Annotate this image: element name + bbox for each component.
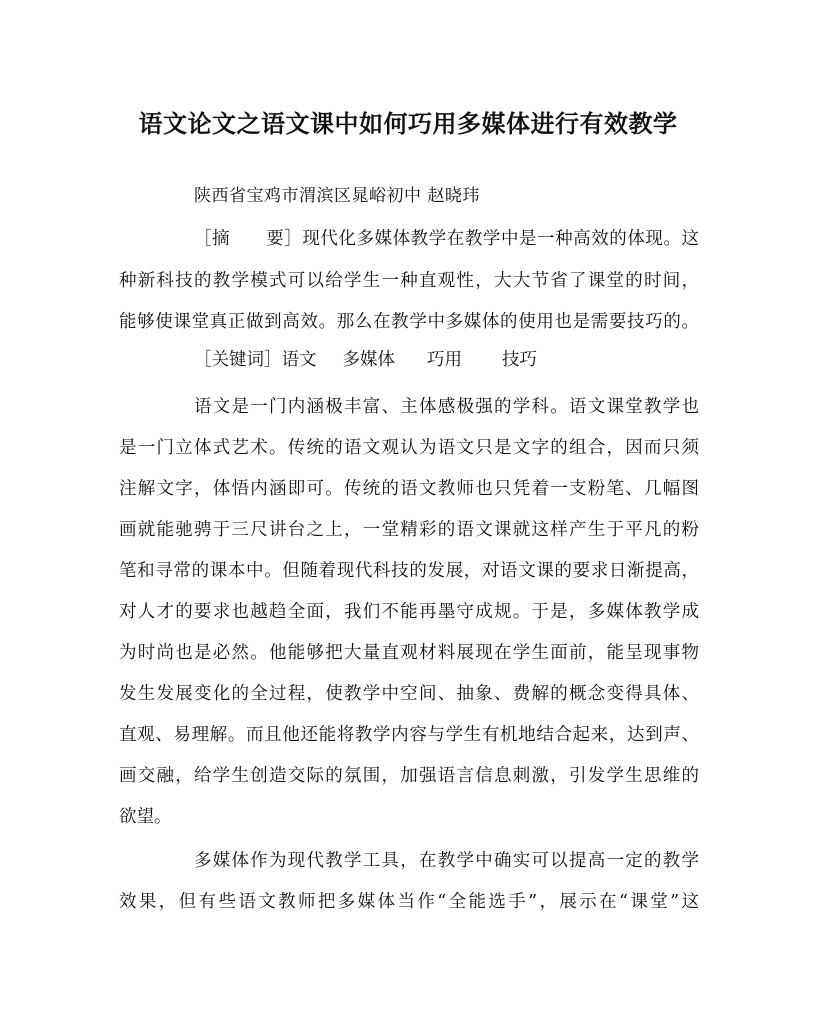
paragraph-line: 发生发展变化的全过程，使教学中空间、抽象、费解的概念变得具体、 (119, 684, 699, 704)
abstract-line: ［摘 要］现代化多媒体教学在教学中是一种高效的体现。这 (194, 229, 699, 249)
paragraph-line: 笔和寻常的课本中。但随着现代科技的发展，对语文课的要求日渐提高， (119, 561, 699, 581)
paragraph-line: 效果，但有些语文教师把多媒体当作“全能选手”，展示在“课堂”这 (119, 892, 699, 912)
document-title: 语文论文之语文课中如何巧用多媒体进行有效教学 (138, 109, 678, 138)
keyword: 多媒体 (342, 350, 395, 370)
paragraph-line: 对人才的要求也越趋全面，我们不能再墨守成规。于是，多媒体教学成 (119, 602, 699, 622)
paragraph-line: 是一门立体式艺术。传统的语文观认为语文只是文字的组合，因而只须 (119, 438, 699, 458)
paragraph-line: 画交融，给学生创造交际的氛围，加强语言信息刺激，引发学生思维的 (119, 766, 699, 786)
paragraph-line: 直观、易理解。而且他还能将教学内容与学生有机地结合起来，达到声、 (119, 725, 699, 745)
paragraph-line: 为时尚也是必然。他能够把大量直观材料展现在学生面前，能呈现事物 (119, 643, 699, 663)
paragraph-line: 多媒体作为现代教学工具，在教学中确实可以提高一定的教学 (194, 851, 699, 871)
keyword: 巧用 (427, 350, 462, 370)
paragraph-line: 注解文字，体悟内涵即可。传统的语文教师也只凭着一支粉笔、几幅图 (119, 479, 699, 499)
author-line: 陕西省宝鸡市渭滨区晁峪初中 赵晓玮 (194, 186, 480, 206)
paragraph-line: 欲望。 (119, 807, 172, 827)
keyword: 技巧 (502, 350, 537, 370)
abstract-line: 种新科技的教学模式可以给学生一种直观性，大大节省了课堂的时间， (119, 271, 699, 291)
keywords-line (194, 347, 537, 373)
paragraph-line: 画就能驰骋于三尺讲台之上，一堂精彩的语文课就这样产生于平凡的粉 (119, 520, 699, 540)
abstract-line: 能够使课堂真正做到高效。那么在教学中多媒体的使用也是需要技巧的。 (119, 312, 699, 332)
keywords-label: ［关键词］语文 (194, 350, 317, 370)
paragraph-line: 语文是一门内涵极丰富、主体感极强的学科。语文课堂教学也 (194, 397, 699, 417)
